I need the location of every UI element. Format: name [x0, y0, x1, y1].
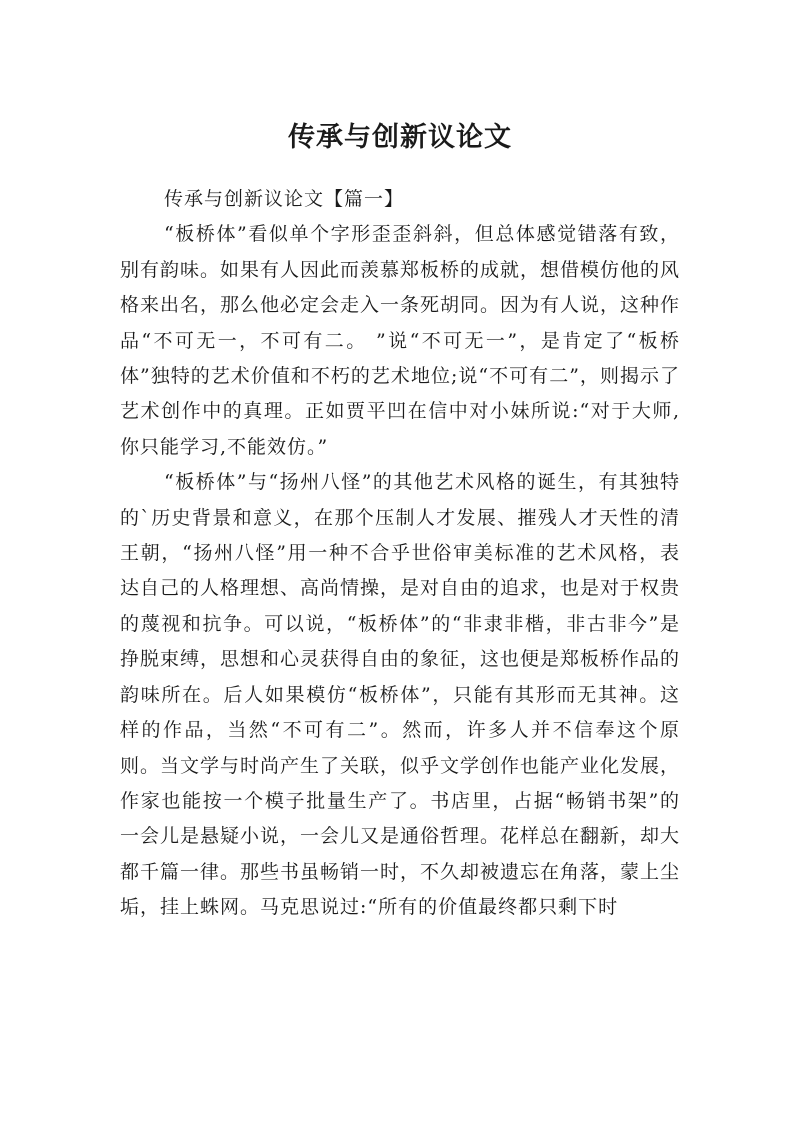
section-heading: 传承与创新议论文【篇一】 — [164, 188, 405, 210]
document-body — [120, 182, 680, 926]
paragraph-1: “板桥体”看似单个字形歪歪斜斜，但总体感觉错落有致，别有韵味。如果有人因此而羡慕郑板桥的成就，想借模仿他的风格来出名，那么他必定会走入一条死胡同。因为有人说，这种作品“不可无一，不可有二。 ”说“不可无一”，是肯定了“板桥体”独特的艺术价值和不朽的艺术地位;说“不可有二”，则揭示了艺术创作中的真理。正如贾平凹在信中对小妹所说:“对于大师,你只能学习,不能效仿。” — [120, 223, 681, 458]
document-title: 传承与创新议论文 — [288, 122, 512, 154]
paragraph-2: “板桥体”与“扬州八怪”的其他艺术风格的诞生，有其独特的`历史背景和意义，在那个压制人才发展、摧残人才天性的清王朝，“扬州八怪”用一种不合乎世俗审美标准的艺术风格，表达自己的人格理想、高尚情操，是对自由的追求，也是对于权贵的蔑视和抗争。可以说，“板桥体”的“非隶非楷，非古非今”是挣脱束缚，思想和心灵获得自由的象征，这也便是郑板桥作品的韵味所在。后人如果模仿“板桥体”，只能有其形而无其神。这样的作品，当然“不可有二”。然而，许多人并不信奉这个原则。当文学与时尚产生了关联，似乎文学创作也能产业化发展，作家也能按一个模子批量生产了。书店里，占据“畅销书架”的一会儿是悬疑小说，一会儿又是通俗哲理。花样总在翻新，却大都千篇一律。那些书虽畅销一时，不久却被遗忘在角落，蒙上尘垢，挂上蛛网。马克思说过:“所有的价值最终都只剩下时 — [120, 471, 681, 919]
